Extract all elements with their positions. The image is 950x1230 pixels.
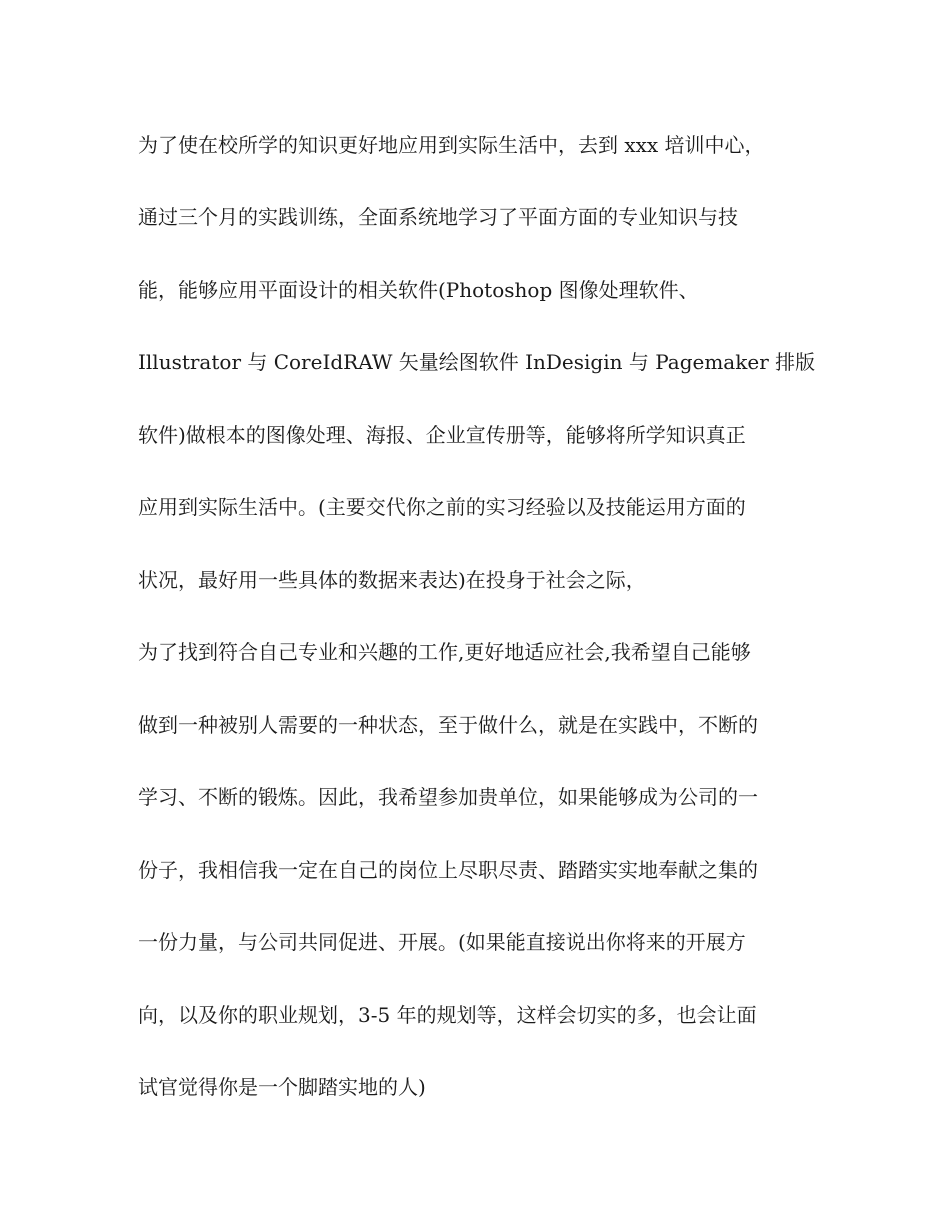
- text-line: 能，能够应用平面设计的相关软件(Photoshop 图像处理软件、: [138, 278, 699, 302]
- text-line: 做到一种被别人需要的一种状态，至于做什么，就是在实践中，不断的: [138, 713, 758, 737]
- text-line: 软件)做根本的图像处理、海报、企业宣传册等，能够将所学知识真正: [138, 423, 746, 447]
- text-line: 通过三个月的实践训练，全面系统地学习了平面方面的专业知识与技: [138, 205, 738, 229]
- text-line: 学习、不断的锻炼。因此，我希望参加贵单位，如果能够成为公司的一: [138, 785, 758, 809]
- text-line: 应用到实际生活中。(主要交代你之前的实习经验以及技能运用方面的: [138, 495, 746, 519]
- text-line: 为了找到符合自己专业和兴趣的工作,更好地适应社会,我希望自己能够: [138, 640, 751, 664]
- text-line: 向，以及你的职业规划，3-5 年的规划等，这样会切实的多，也会让面: [138, 1003, 757, 1027]
- text-line: 份子，我相信我一定在自己的岗位上尽职尽责、踏踏实实地奉献之集的: [138, 858, 758, 882]
- text-line: Illustrator 与 CoreIdRAW 矢量绘图软件 InDesigin 与 Pagemaker 排版: [138, 350, 816, 374]
- text-line: 状况，最好用一些具体的数据来表达)在投身于社会之际，: [138, 568, 646, 592]
- text-line: 试官觉得你是一个脚踏实地的人): [138, 1075, 426, 1099]
- text-line: 为了使在校所学的知识更好地应用到实际生活中，去到 xxx 培训中心，: [138, 133, 765, 157]
- text-line: 一份力量，与公司共同促进、开展。(如果能直接说出你将来的开展方: [138, 930, 746, 954]
